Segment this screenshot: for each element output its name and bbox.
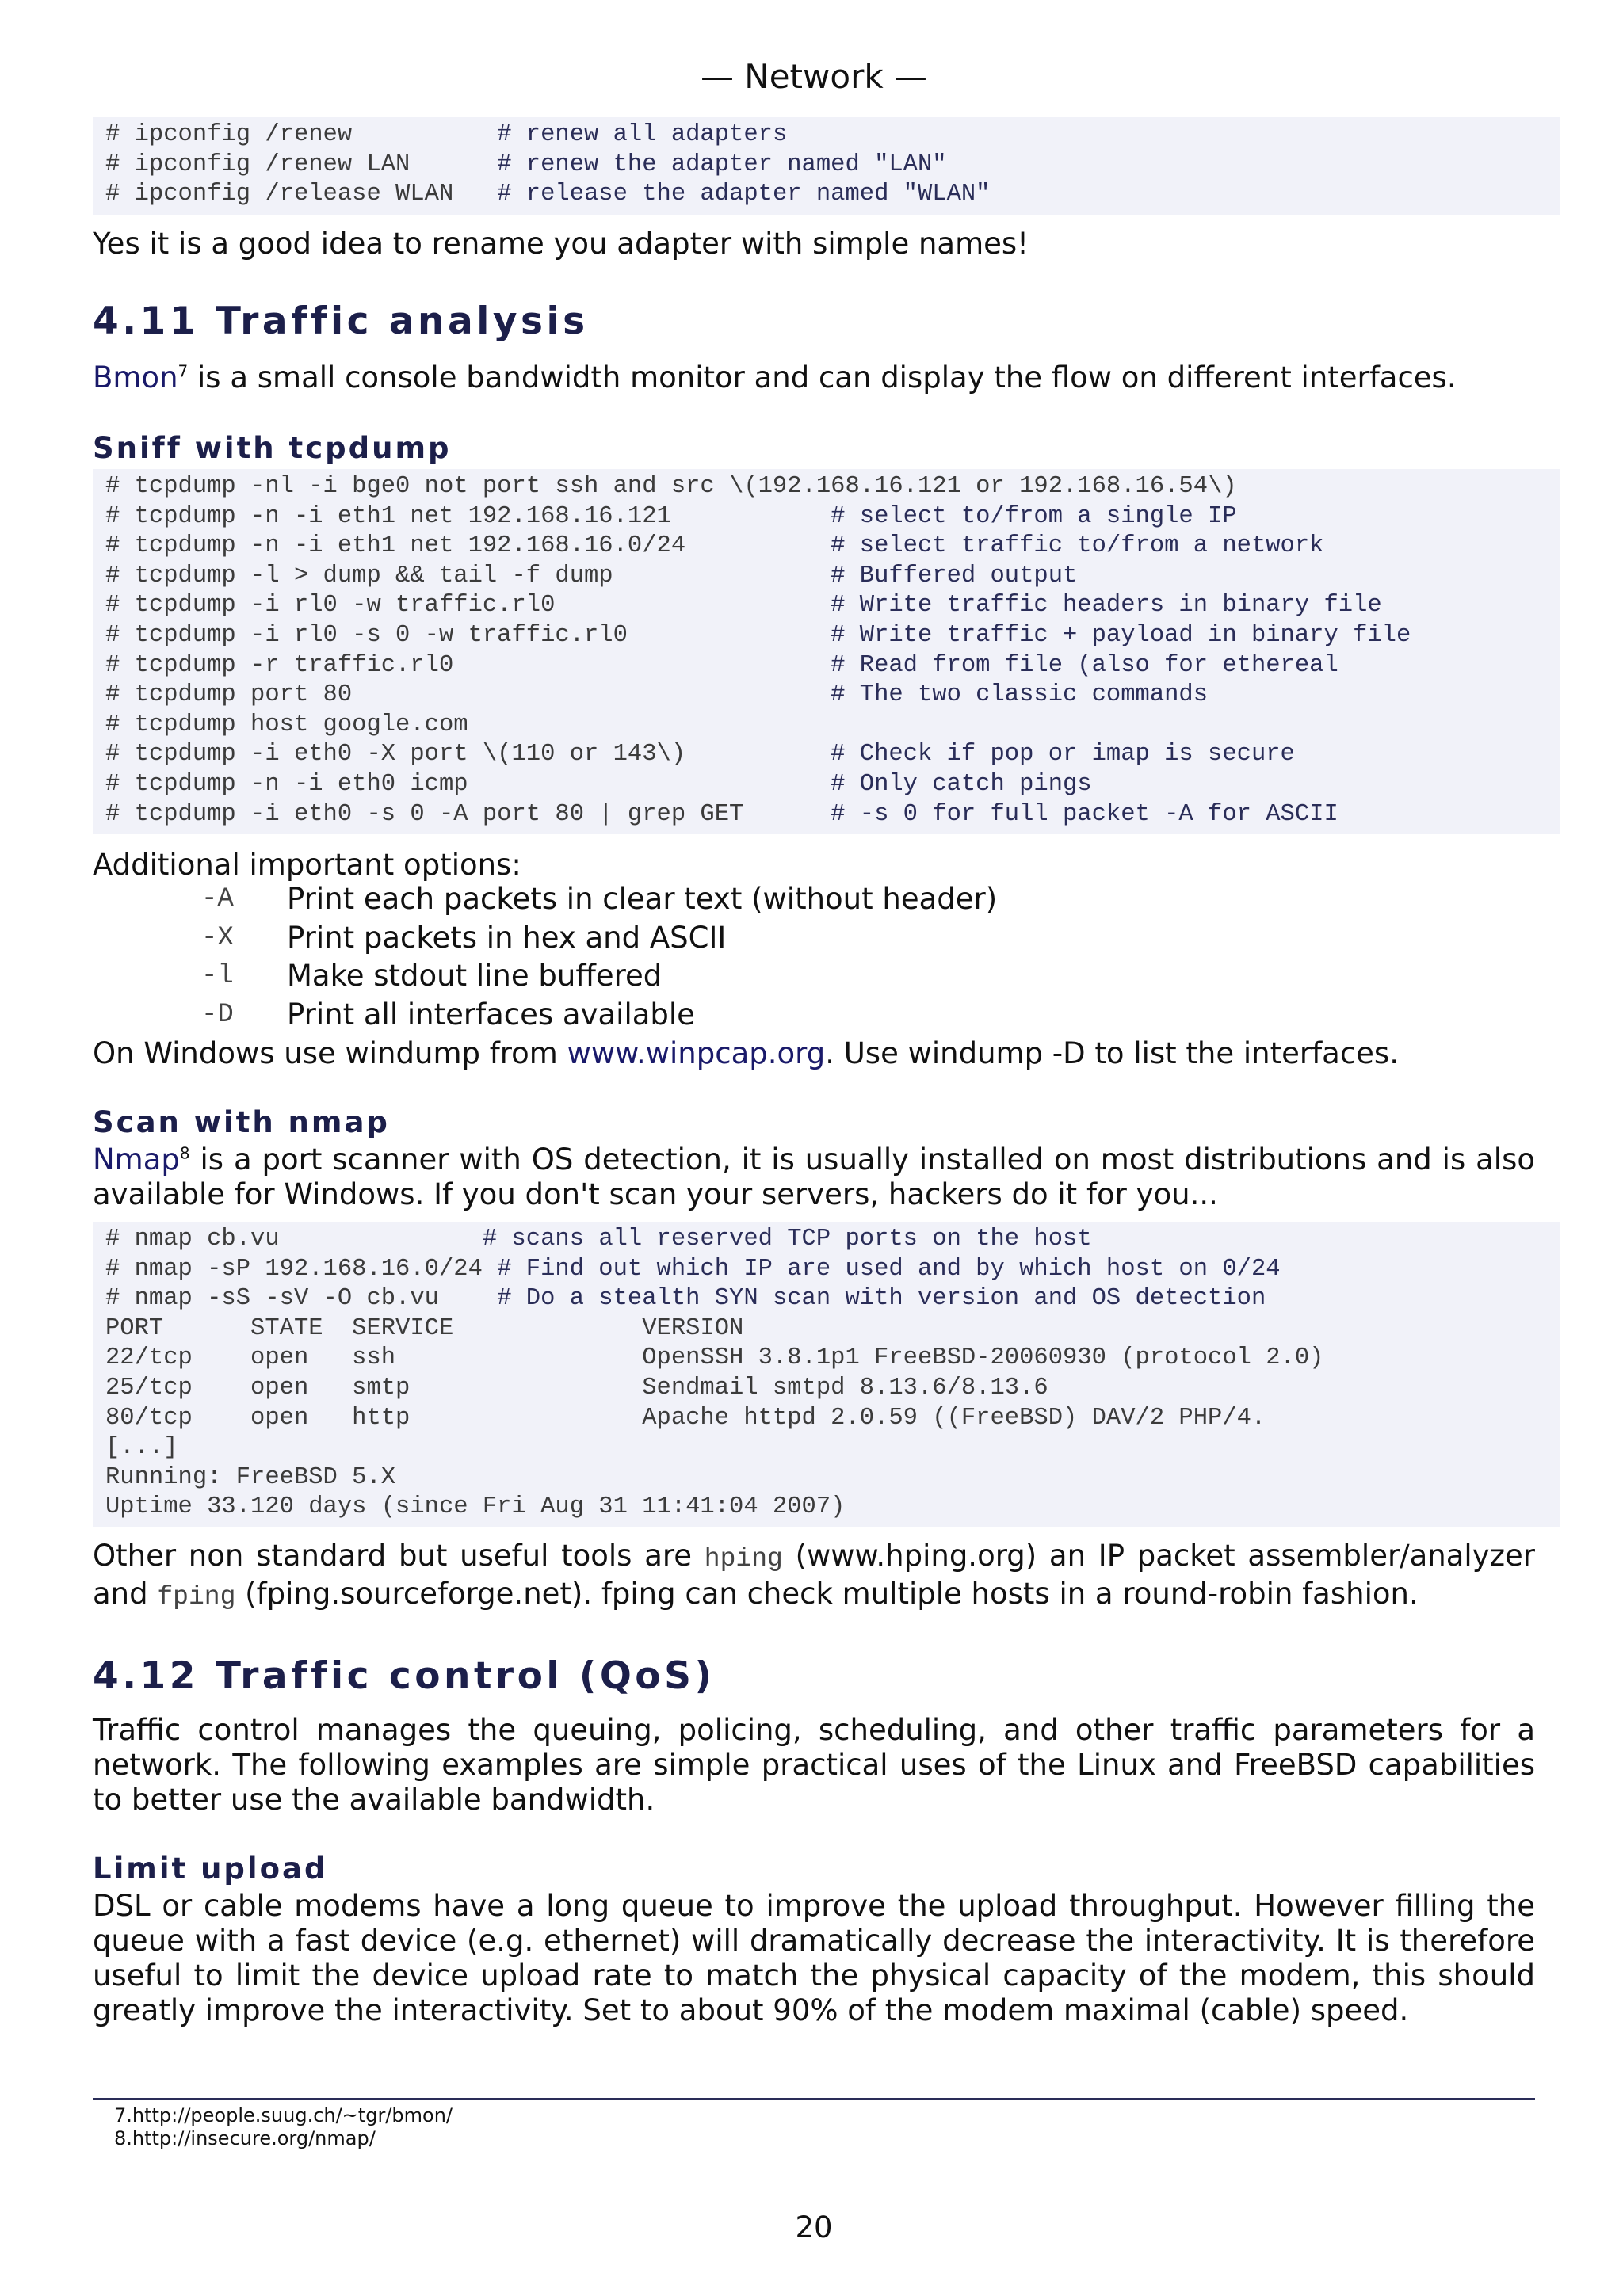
- option-flag: -l: [201, 961, 234, 991]
- page-number: 20: [795, 2210, 833, 2245]
- option-description: Print each packets in clear text (without header): [287, 882, 998, 916]
- nmap-link[interactable]: Nmap: [93, 1142, 180, 1177]
- windump-text-post: . Use windump -D to list the interfaces.: [825, 1036, 1399, 1070]
- code-line: [105, 770, 1548, 800]
- code-line: [105, 800, 1548, 830]
- footnotes: [114, 2104, 453, 2150]
- code-block-nmap: [93, 1222, 1560, 1527]
- code-command: # tcpdump -n -i eth1 net 192.168.16.121: [105, 502, 831, 530]
- fping-command: fping: [157, 1582, 236, 1611]
- code-comment: # scans all reserved TCP ports on the host: [482, 1226, 1092, 1253]
- code-block-ipconfig: [93, 117, 1560, 215]
- code-command: # tcpdump -nl -i bge0 not port ssh and src \(192.168.16.121 or 192.168.16.54\): [105, 473, 1237, 500]
- code-command: # ipconfig /release WLAN: [105, 181, 498, 208]
- code-command: # tcpdump -r traffic.rl0: [105, 651, 831, 679]
- footnote-7[interactable]: 7.http://people.suug.ch/~tgr/bmon/: [114, 2104, 453, 2126]
- tools-text-post: (fping.sourceforge.net). fping can check multiple hosts in a round-robin fashion.: [235, 1577, 1419, 1611]
- code-command: # tcpdump port 80: [105, 681, 831, 709]
- code-command: PORT STATE SERVICE VERSION: [105, 1314, 744, 1342]
- subheading-sniff-tcpdump: Sniff with tcpdump: [93, 431, 452, 465]
- code-line: [105, 1255, 1548, 1285]
- code-line: [105, 120, 1548, 151]
- code-line: [105, 1463, 1548, 1493]
- hping-command: hping: [704, 1544, 783, 1573]
- code-comment: # Write traffic headers in binary file: [831, 592, 1382, 620]
- code-comment: # Check if pop or imap is secure: [831, 741, 1295, 769]
- code-command: # nmap -sP 192.168.16.0/24: [105, 1255, 498, 1283]
- code-command: 25/tcp open smtp Sendmail smtpd 8.13.6/8.13.6: [105, 1374, 1048, 1402]
- code-command: 80/tcp open http Apache httpd 2.0.59 ((FreeBSD) DAV/2 PHP/4.: [105, 1404, 1266, 1432]
- code-command: # tcpdump host google.com: [105, 711, 468, 738]
- code-line: [105, 562, 1548, 592]
- options-list: [93, 880, 1535, 1034]
- option-flag: -A: [201, 884, 234, 914]
- running-head: — Network —: [700, 57, 928, 96]
- code-comment: # Do a stealth SYN scan with version and OS detection: [497, 1285, 1266, 1313]
- paragraph-nmap: [93, 1142, 1535, 1212]
- code-command: # tcpdump -i eth0 -X port \(110 or 143\): [105, 741, 831, 769]
- option-description: Print all interfaces available: [287, 997, 695, 1032]
- footnote-ref-8[interactable]: 8: [179, 1143, 190, 1163]
- code-line: [105, 1493, 1548, 1523]
- code-comment: # Buffered output: [831, 562, 1078, 589]
- code-comment: # Write traffic + payload in binary file: [831, 621, 1411, 649]
- code-line: [105, 591, 1548, 621]
- code-command: # nmap -sS -sV -O cb.vu: [105, 1285, 498, 1313]
- paragraph-tools: [93, 1539, 1535, 1615]
- code-line: [105, 740, 1548, 770]
- bmon-link[interactable]: Bmon: [93, 360, 178, 395]
- code-command: # tcpdump -l > dump && tail -f dump: [105, 562, 831, 589]
- tools-text-mid: (www.hping.org) an IP packet assembler/analyzer and: [93, 1539, 1536, 1611]
- code-comment: # release the adapter named "WLAN": [497, 181, 991, 208]
- code-command: # ipconfig /renew LAN: [105, 151, 498, 178]
- code-line: [105, 151, 1548, 181]
- code-line: [105, 1225, 1548, 1255]
- code-line: [105, 532, 1548, 562]
- tools-text-pre: Other non standard but useful tools are: [93, 1539, 705, 1573]
- option-description: Print packets in hex and ASCII: [287, 920, 727, 955]
- winpcap-link[interactable]: www.winpcap.org: [567, 1036, 826, 1070]
- code-line: [105, 180, 1548, 210]
- option-row: [93, 919, 1535, 958]
- windump-text-pre: On Windows use windump from: [93, 1036, 567, 1070]
- code-line: [105, 1433, 1548, 1463]
- code-command: 22/tcp open ssh OpenSSH 3.8.1p1 FreeBSD-20060930 (protocol 2.0): [105, 1344, 1324, 1372]
- section-heading-traffic-analysis: 4.11 Traffic analysis: [93, 299, 589, 343]
- code-comment: # -s 0 for full packet -A for ASCII: [831, 800, 1338, 828]
- code-line: [105, 502, 1548, 532]
- paragraph-bmon: [93, 360, 1535, 395]
- code-line: [105, 1284, 1548, 1314]
- code-command: Running: FreeBSD 5.X: [105, 1463, 396, 1491]
- code-block-tcpdump: [93, 469, 1560, 834]
- code-command: [...]: [105, 1434, 178, 1462]
- code-comment: # The two classic commands: [831, 681, 1209, 709]
- paragraph-rename: Yes it is a good idea to rename you adapter with simple names!: [93, 227, 1029, 261]
- code-comment: # Read from file (also for ethereal: [831, 651, 1338, 679]
- code-line: [105, 711, 1548, 741]
- option-row: [93, 996, 1535, 1035]
- option-flag: -D: [201, 999, 234, 1030]
- code-command: # tcpdump -n -i eth0 icmp: [105, 770, 831, 798]
- footnote-rule: [93, 2098, 1535, 2100]
- nmap-description: is a port scanner with OS detection, it is usually installed on most distributions and is also available for Windows. If you don't scan your servers, hackers do it for you...: [93, 1142, 1535, 1211]
- option-description: Make stdout line buffered: [287, 959, 663, 993]
- footnote-8[interactable]: 8.http://insecure.org/nmap/: [114, 2127, 376, 2149]
- subheading-limit-upload: Limit upload: [93, 1852, 328, 1886]
- code-comment: # renew the adapter named "LAN": [497, 151, 947, 178]
- code-comment: # Only catch pings: [831, 770, 1092, 798]
- code-line: [105, 1314, 1548, 1344]
- code-line: [105, 1374, 1548, 1404]
- code-line: [105, 1344, 1548, 1374]
- code-command: # ipconfig /renew: [105, 121, 498, 148]
- paragraph-limit-upload: DSL or cable modems have a long queue to improve the upload throughput. However filling the queue with a fast device (e.g. ethernet) will dramatically decrease the interactivity. It is therefore useful to limit the device upload rate to match the physical capacity of the modem, this should greatly improve the interactivity. Set to about 90% of the modem maximal (cable) speed.: [93, 1889, 1535, 2027]
- code-line: [105, 621, 1548, 651]
- code-command: # nmap cb.vu: [105, 1226, 483, 1253]
- code-comment: # Find out which IP are used and by which host on 0/24: [497, 1255, 1281, 1283]
- code-comment: # renew all adapters: [497, 121, 788, 148]
- option-row: [93, 880, 1535, 919]
- paragraph-windump: [93, 1036, 1535, 1071]
- code-command: # tcpdump -n -i eth1 net 192.168.16.0/24: [105, 532, 831, 560]
- code-line: [105, 681, 1548, 711]
- code-line: [105, 472, 1548, 502]
- options-intro: Additional important options:: [93, 848, 521, 882]
- section-heading-traffic-control: 4.12 Traffic control (QoS): [93, 1654, 716, 1698]
- code-command: # tcpdump -i rl0 -w traffic.rl0: [105, 592, 831, 620]
- option-row: [93, 957, 1535, 996]
- bmon-description: is a small console bandwidth monitor and can display the flow on different interfaces.: [188, 360, 1457, 395]
- code-command: # tcpdump -i rl0 -s 0 -w traffic.rl0: [105, 621, 831, 649]
- option-flag: -X: [201, 922, 234, 953]
- code-command: Uptime 33.120 days (since Fri Aug 31 11:41:04 2007): [105, 1493, 846, 1521]
- paragraph-traffic-control: Traffic control manages the queuing, policing, scheduling, and other traffic parameters for a network. The following examples are simple practical uses of the Linux and FreeBSD capabilities to better use the available bandwidth.: [93, 1713, 1535, 1817]
- footnote-ref-7[interactable]: 7: [178, 361, 189, 381]
- code-line: [105, 651, 1548, 681]
- code-line: [105, 1404, 1548, 1434]
- subheading-scan-nmap: Scan with nmap: [93, 1105, 390, 1139]
- code-command: # tcpdump -i eth0 -s 0 -A port 80 | grep GET: [105, 800, 831, 828]
- code-comment: # select traffic to/from a network: [831, 532, 1324, 560]
- code-comment: # select to/from a single IP: [831, 502, 1237, 530]
